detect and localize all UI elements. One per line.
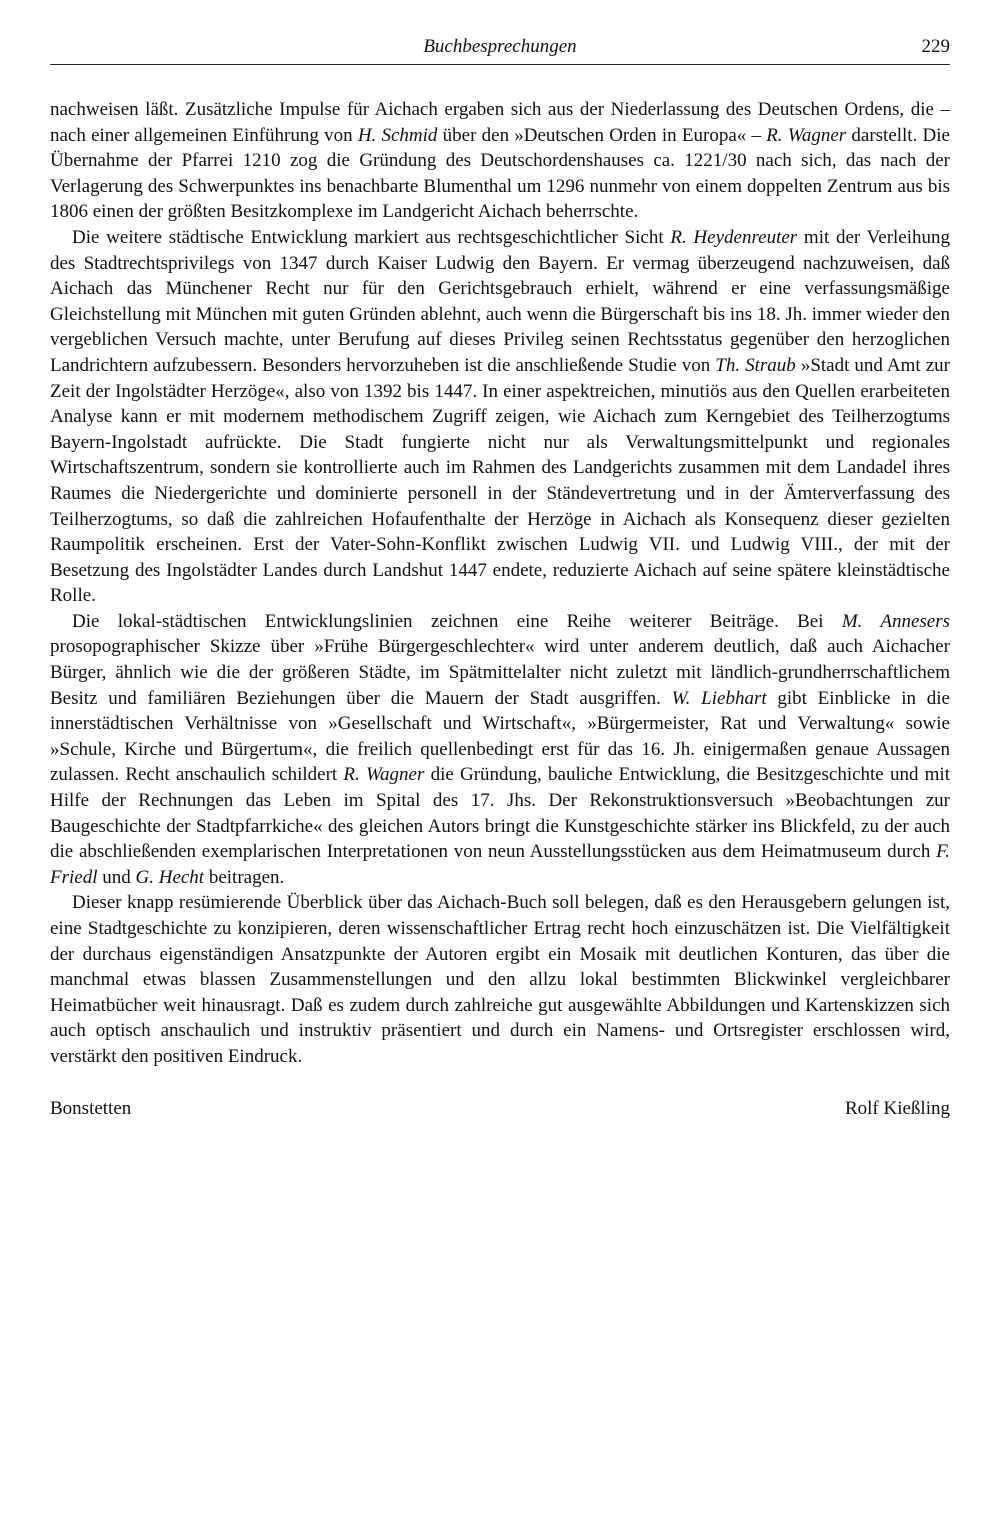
cited-author-name: H. Schmid — [357, 124, 438, 146]
text-run: »Stadt und Amt zur Zeit der Ingolstädter Herzöge«, also von 1392 bis 1447. In einer aspektreichen, minutiös aus den Quellen erarbeiteten Analyse kann er mit modernem methodischem Zugriff zeigen, wie Aichach zum Kerngebiet des Teilherzogtums Bayern-Ingolstadt aufrückte. Die Stadt fungierte nicht nur als Verwaltungsmittelpunkt und regionales Wirtschaftszentrum, sondern sie kontrollierte auch im Rahmen des Landgerichts zusammen mit dem Landadel ihres Raumes die Niedergerichte und dominierte personell in der Ständevertretung und in der Ämterverfassung des Teilherzogtums, so daß die zahlreichen Hofaufenthalte der Herzöge in Aichach als Konsequenz dieser gezielten Raumpolitik erscheinen. Erst der Vater-Sohn-Konflikt zwischen Ludwig VII. und Ludwig VIII., der mit der Besetzung des Ingolstädter Landes durch Landshut 1447 endete, reduzierte Aichach auf seine spätere kleinstädtische Rolle. — [50, 354, 950, 607]
text-run: die Gründung, bauliche Entwicklung, die Besitzgeschichte und mit Hilfe der Rechnungen das Leben im Spital des 17. Jhs. Der Rekonstruktionsversuch »Beobachtungen zur Baugeschichte der Stadtpfarrkiche« des gleichen Autors bringt die Kunstgeschichte stärker ins Blickfeld, zu der auch die abschließenden exemplarischen Interpretationen von neun Ausstellungsstücken aus dem Heimatmuseum durch — [50, 764, 950, 863]
signature-row — [50, 1098, 950, 1124]
running-title: Buchbesprechungen — [423, 36, 577, 57]
page — [50, 34, 950, 1124]
cited-author-name: Th. Straub — [715, 354, 796, 376]
cited-author-name: W. Liebhart — [671, 687, 767, 709]
cited-author-name: F. Friedl — [50, 841, 950, 888]
text-run: und — [97, 866, 136, 888]
page-number: 229 — [921, 36, 950, 57]
text-run: Die weitere städtische Entwicklung markiert aus rechtsgeschichtlicher Sicht — [72, 226, 671, 248]
text-run: darstellt. Die Übernahme der Pfarrei 1210 zog die Gründung des Deutschordenshauses ca. 1221/30 nach sich, das nach der Verlagerung des Schwerpunktes ins benachbarte Blumenthal um 1296 nunmehr von einem doppelten Zentrum aus bis 1806 einen der größten Besitzkomplexe im Landgericht Aichach beherrschte. — [50, 124, 950, 223]
text-run: Dieser knapp resümierende Überblick über das Aichach-Buch soll belegen, daß es den Herausgebern gelungen ist, eine Stadtgeschichte zu konzipieren, deren wissenschaftlicher Ertrag recht hoch einzuschätzen ist. Die Vielfältigkeit der durchaus eigenständigen Ansatzpunkte der Autoren ergibt ein Mosaik mit deutlichen Konturen, das über die manchmal etwas blassen Zusammenstellungen und den allzu lokal bestimmten Blickwinkel vergleichbarer Heimatbücher weit hinausragt. Daß es zudem durch zahlreiche gut ausgewählte Abbildungen und Kartenskizzen sich auch optisch anschaulich und instruktiv präsentiert und durch ein Namens- und Ortsregister erschlossen wird, verstärkt den positiven Eindruck. — [50, 892, 950, 1067]
text-run: Die lokal-städtischen Entwicklungslinien zeichnen eine Reihe weiterer Beiträge. Bei — [72, 610, 842, 632]
text-run: über den »Deutschen Orden in Europa« – — [437, 124, 767, 146]
text-run: gibt Einblicke in die innerstädtischen Verhältnisse von »Gesellschaft und Wirtschaft«, »Bürgermeister, Rat und Verwaltung« sowie »Schule, Kirche und Bürgertum«, die freilich quellenbedingt erst für das 16. Jh. einigermaßen genaue Aussagen zulassen. Recht anschaulich schildert — [50, 687, 950, 786]
text-run: mit der Verleihung des Stadtrechtsprivilegs von 1347 durch Kaiser Ludwig den Bayern. Er vermag überzeugend nachzuweisen, daß Aichach das Münchener Recht nur für den Gerichtsgebrauch erhielt, während er eine verfassungsmäßige Gleichstellung mit München mit guten Gründen ablehnt, auch wenn die Bürgerschaft bis ins 18. Jh. immer wieder den vergeblichen Versuch machte, unter Berufung auf dieses Privileg seinen Rechtsstatus gegenüber den herzoglichen Landrichtern aufzubessern. Besonders hervorzuheben ist die anschließende Studie von — [50, 226, 951, 376]
text-run: prosopographischer Skizze über »Frühe Bürgergeschlechter« wird unter anderem deutlich, daß auch Aichacher Bürger, ähnlich wie die der größeren Städte, im Spätmittelalter nicht zuletzt mit ländlich-grundherrschaftlichem Besitz und familiären Beziehungen über die Mauern der Stadt ausgriffen. — [50, 636, 950, 709]
cited-author-name: G. Hecht — [135, 866, 205, 888]
paragraph — [50, 97, 950, 225]
running-head — [50, 34, 950, 65]
cited-author-name: R. Heydenreuter — [670, 226, 798, 248]
paragraph — [50, 890, 950, 1069]
cited-author-name: R. Wagner — [343, 764, 425, 786]
text-run: beitragen. — [204, 866, 285, 888]
cited-author-name: M. Annesers — [841, 610, 950, 632]
paragraph — [50, 609, 950, 891]
cited-author-name: R. Wagner — [766, 124, 847, 146]
review-body — [50, 97, 950, 1070]
text-run: nachweisen läßt. Zusätzliche Impulse für Aichach ergaben sich aus der Niederlassung des Deutschen Ordens, die – nach einer allgemeinen Einführung von — [50, 99, 950, 146]
review-author: Rolf Kießling — [844, 1097, 950, 1119]
review-place: Bonstetten — [50, 1097, 132, 1119]
paragraph — [50, 225, 950, 609]
